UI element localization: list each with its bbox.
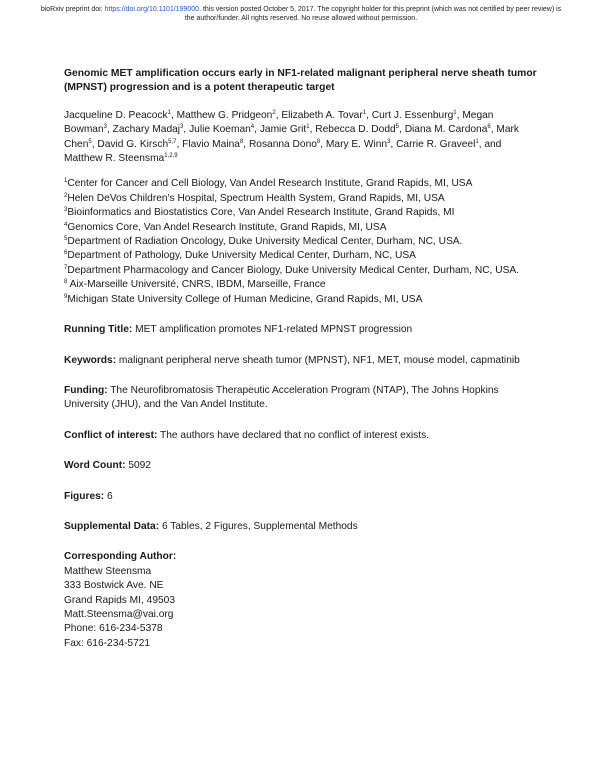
doi-link[interactable]: https://doi.org/10.1101/199000 (104, 6, 200, 13)
banner-prefix: bioRxiv preprint doi: (40, 6, 105, 13)
author-separator: , (106, 124, 113, 136)
author-affiliation-mark: 1 (362, 109, 367, 116)
affiliation-text: Department of Radiation Oncology, Duke University Medical Center, Durham, NC, USA. (67, 236, 463, 248)
affiliation (64, 206, 542, 220)
author-name: Zachary Madaj (112, 124, 181, 136)
author-name: Jacqueline D. Peacock (64, 109, 168, 121)
affiliation (64, 192, 542, 206)
author-affiliation-mark: 6 (487, 124, 491, 131)
author-separator: , (170, 109, 177, 121)
author-affiliation-mark: 5 (88, 138, 92, 145)
author-name: Rosanna Dono (248, 138, 317, 150)
author-affiliation-mark: 5,7 (168, 138, 177, 145)
corresponding-name: Matthew Steensma (64, 565, 152, 577)
affiliation-list (64, 177, 542, 307)
author-affiliation-mark: 1,2,9 (164, 153, 178, 160)
word-count (64, 459, 542, 473)
author (372, 110, 463, 121)
preprint-banner (36, 5, 566, 23)
author (281, 110, 371, 121)
affiliation-number: 8 (64, 279, 68, 286)
corresponding-email[interactable]: Matt.Steensma@vai.org (64, 608, 174, 620)
author-name: Elizabeth A. Tovar (281, 109, 363, 121)
author (113, 124, 189, 135)
funding (64, 384, 542, 413)
author-affiliation-mark: 5 (395, 124, 400, 131)
author-separator: , (91, 138, 98, 150)
affiliation-text: Center for Cancer and Cell Biology, Van Andel Research Institute, Grand Rapids, MI, USA (67, 178, 473, 190)
affiliation-number: 9 (64, 293, 68, 300)
figures-label: Figures: (64, 490, 105, 502)
author-separator: , (390, 138, 397, 150)
author-separator: , (399, 124, 405, 136)
author-list (64, 109, 542, 167)
author (260, 124, 315, 135)
affiliation (64, 293, 542, 307)
paper-title: Genomic MET amplification occurs early in NF1-related malignant peripheral nerve sheath tumor (MPNST) progression and is a potent therapeutic target (64, 68, 537, 94)
author (396, 139, 501, 150)
affiliation (64, 264, 542, 278)
affiliation (64, 249, 542, 263)
corresponding-city: Grand Rapids MI, 49503 (64, 594, 175, 606)
author-affiliation-mark: 3 (180, 124, 184, 131)
author (405, 124, 497, 135)
corresponding-fax: Fax: 616-234-5721 (64, 637, 151, 649)
banner-suffix: . this version posted October 5, 2017. The copyright holder for this preprint (which was not certified by peer review) is the author/funder. All rights reserved. No reuse allowed without permission. (184, 6, 562, 22)
affiliation-number: 2 (64, 192, 68, 199)
author-name: Curt J. Essenburg (371, 109, 454, 121)
author-name: Mary E. Winn (325, 138, 388, 150)
author-separator: , (490, 124, 497, 136)
author (97, 139, 182, 150)
author-affiliation-mark: 1 (167, 109, 171, 116)
affiliation (64, 221, 542, 235)
author-name: Jamie Grit (259, 124, 307, 136)
author-affiliation-mark: 1 (306, 124, 310, 131)
supplemental-text: 6 Tables, 2 Figures, Supplemental Methods (159, 520, 358, 532)
author-affiliation-mark: 3 (387, 138, 391, 145)
funding-text: The Neurofibromatosis Therapeutic Acceleration Program (NTAP), The Johns Hopkins University (JHU), and the Van Andel Institute. (64, 384, 499, 411)
author (189, 124, 260, 135)
corresponding-author-label: Corresponding Author: (64, 551, 177, 563)
author-name: Matthew R. Steensma (64, 153, 165, 165)
conflict-of-interest (64, 429, 542, 443)
corresponding-phone: Phone: 616-234-5378 (64, 623, 163, 635)
affiliation-text: Aix-Marseille Université, CNRS, IBDM, Marseille, France (67, 279, 326, 291)
author (177, 110, 282, 121)
running-title-label: Running Title: (64, 324, 133, 336)
author-name: Flavio Maina (182, 138, 240, 150)
affiliation (64, 278, 542, 292)
author-affiliation-mark: 3 (103, 124, 107, 131)
running-title-text: MET amplification promotes NF1-related MPNST progression (132, 324, 413, 336)
author-affiliation-mark: 1 (453, 109, 457, 116)
author-separator: , (320, 138, 326, 150)
keywords-text: malignant peripheral nerve sheath tumor (MPNST), NF1, MET, mouse model, capmatinib (116, 354, 520, 366)
author-separator: , (254, 124, 260, 136)
title-page (64, 67, 542, 651)
affiliation-number: 5 (64, 236, 68, 243)
affiliation-text: Bioinformatics and Biostatistics Core, Van Andel Research Institute, Grand Rapids, MI (67, 207, 455, 219)
author-separator: , (176, 138, 183, 150)
word-count-value: 5092 (125, 460, 151, 472)
author-affiliation-mark: 4 (250, 124, 255, 131)
author-name: Julie Koeman (189, 124, 251, 136)
figures-value: 6 (104, 490, 113, 502)
author-separator: , (456, 109, 463, 121)
keywords (64, 354, 542, 368)
author (249, 139, 326, 150)
affiliation-number: 6 (64, 250, 68, 257)
author-affiliation-mark: 8 (239, 138, 244, 145)
running-title (64, 323, 542, 337)
author-separator: , (275, 109, 282, 121)
supplemental-data (64, 520, 542, 534)
affiliation-number: 7 (64, 264, 68, 271)
author-name: Diana M. Cardona (404, 124, 488, 136)
author-affiliation-mark: 1 (475, 138, 479, 145)
affiliation-number: 1 (64, 178, 68, 185)
author-name: Mark Chen (64, 124, 520, 150)
author-name: Matthew G. Pridgeon (176, 109, 273, 121)
author (182, 139, 249, 150)
author-name: Rebecca D. Dodd (315, 124, 396, 136)
author-name: David G. Kirsch (97, 138, 169, 150)
conflict-label: Conflict of interest: (64, 429, 158, 441)
supplemental-label: Supplemental Data: (64, 520, 160, 532)
conflict-text: The authors have declared that no conflict of interest exists. (157, 429, 430, 441)
author (64, 110, 177, 121)
affiliation-text: Genomics Core, Van Andel Research Institute, Grand Rapids, MI, USA (67, 221, 387, 233)
author-separator: , (243, 138, 249, 150)
author (326, 139, 396, 150)
affiliation-text: Department Pharmacology and Cancer Biology, Duke University Medical Center, Durham, NC, USA. (67, 264, 519, 276)
author (315, 124, 404, 135)
affiliation (64, 177, 542, 191)
word-count-label: Word Count: (64, 460, 126, 472)
author-separator: , (183, 124, 190, 136)
author-affiliation-mark: 8 (316, 138, 321, 145)
author (64, 153, 178, 164)
author-separator: , (366, 109, 372, 121)
funding-label: Funding: (64, 384, 108, 396)
affiliation-text: Michigan State University College of Human Medicine, Grand Rapids, MI, USA (67, 293, 423, 305)
affiliation-number: 4 (64, 221, 68, 228)
affiliation-text: Helen DeVos Children's Hospital, Spectrum Health System, Grand Rapids, MI, USA (67, 192, 445, 204)
figures (64, 490, 542, 504)
corresponding-street: 333 Bostwick Ave. NE (64, 580, 164, 592)
author-separator: , and (478, 138, 502, 150)
author-affiliation-mark: 2 (272, 109, 276, 116)
author-name: Megan Bowman (64, 109, 494, 136)
affiliation (64, 235, 542, 249)
affiliation-text: Department of Pathology, Duke University Medical Center, Durham, NC, USA (67, 250, 416, 262)
corresponding-author (64, 550, 542, 651)
author-separator: , (309, 124, 316, 136)
author-name: Carrie R. Graveel (396, 138, 476, 150)
keywords-label: Keywords: (64, 354, 117, 366)
affiliation-number: 3 (64, 207, 68, 214)
